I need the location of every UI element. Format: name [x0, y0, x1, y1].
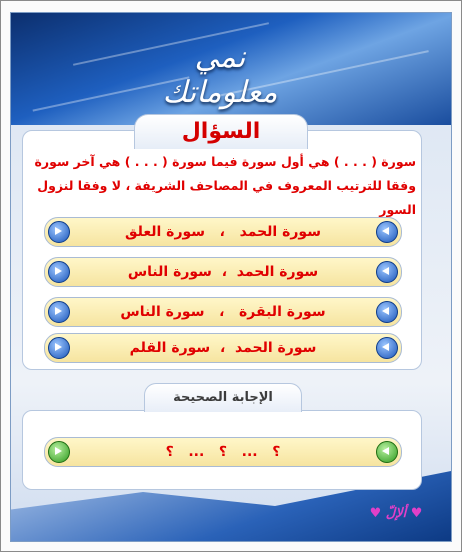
arrow-left-icon — [376, 337, 398, 359]
question-title-tab — [134, 114, 308, 149]
answer-title: الإجابة الصحيحة — [144, 383, 302, 412]
option-3-button[interactable] — [44, 297, 402, 327]
arrow-right-icon — [48, 221, 70, 243]
option-3-label: سورة البقرة ، سورة الناس — [120, 304, 326, 320]
question-title: السؤال — [181, 119, 261, 144]
question-line-2: وفقا للترتيب المعروف في المصاحف الشريفة ، لا وفقا لنزول السور — [37, 178, 416, 217]
arrow-left-icon — [376, 221, 398, 243]
arrow-right-icon — [48, 337, 70, 359]
option-4-label: سورة الحمد ، سورة القلم — [129, 340, 317, 356]
option-2-label: سورة الحمد ، سورة الناس — [127, 264, 319, 280]
option-2-button[interactable] — [44, 257, 402, 287]
author-signature: ♥ ألإلّ ♥ — [369, 506, 423, 521]
answer-reveal-button[interactable] — [44, 437, 402, 467]
header-logo: نمي معلوماتك — [162, 40, 278, 110]
option-1-button[interactable] — [44, 217, 402, 247]
question-text — [26, 150, 416, 222]
option-1-label: سورة الحمد ، سورة العلق — [125, 224, 321, 240]
answer-value: ؟ ... ؟ ... ؟ — [165, 444, 281, 460]
arrow-right-icon — [48, 301, 70, 323]
arrow-right-icon — [48, 261, 70, 283]
arrow-left-icon — [376, 441, 398, 463]
question-line-1: سورة ( . . . ) هي أول سورة فيما سورة ( . . . ) هي آخر سورة — [34, 154, 416, 169]
arrow-left-icon — [376, 301, 398, 323]
option-4-button[interactable] — [44, 333, 402, 363]
arrow-right-icon — [48, 441, 70, 463]
arrow-left-icon — [376, 261, 398, 283]
